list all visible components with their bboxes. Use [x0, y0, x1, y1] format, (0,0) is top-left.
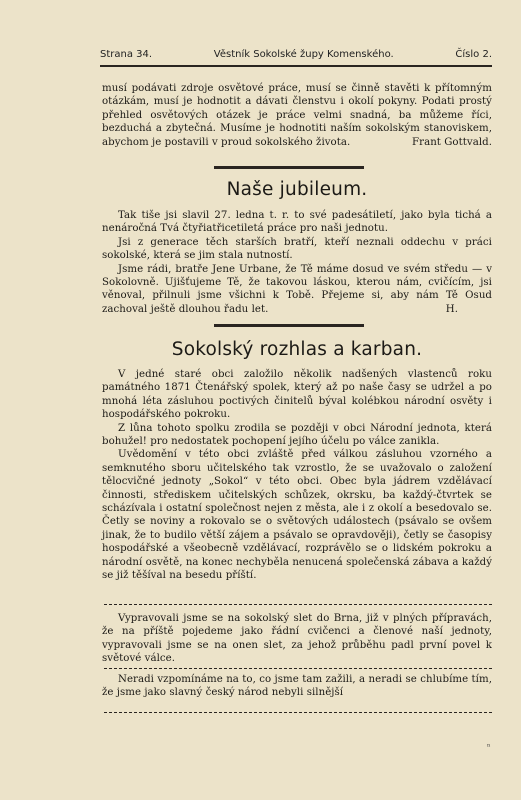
article-jubileum	[102, 209, 492, 316]
section-divider	[214, 166, 364, 169]
journal-title: Věstník Sokolské župy Komenského.	[213, 49, 394, 60]
running-header	[100, 49, 492, 60]
author-signature: H.	[445, 303, 458, 315]
paragraph: Neradi vzpomínáme na to, co jsme tam zažili, a neradi se chlubíme tím, že jsme jako slavný český národ nebyli silnější	[102, 674, 492, 699]
paragraph: Z lůna tohoto spolku zrodila se později v obci Národní jednota, která bohužel! pro nedostatek pochopení jejího účelu po válce zanikla.	[102, 422, 492, 448]
header-rule	[100, 65, 492, 67]
page-number: Strana 34.	[100, 49, 153, 60]
paragraph: Jsme rádi, bratře Jene Urbane, že Tě máme dosud ve svém středu — v Sokolovně. Ujišťujeme Tě, že takovou láskou, kterou nám, cvičícím, jsi věnoval, přilnuli jsme všichni k Tobě. Přejeme si, aby nám Tě Osud zachoval ještě dlouhou řadu let. H.	[102, 263, 492, 315]
dashed-divider	[104, 712, 492, 713]
dashed-divider	[104, 604, 492, 605]
printer-mark: ⁿ	[487, 742, 491, 751]
article-rozhlas	[102, 368, 492, 583]
dashed-divider	[104, 668, 492, 669]
article-rozhlas-part3	[102, 673, 492, 700]
author-signature: Frant Gottvald.	[412, 136, 492, 148]
paragraph: Vypravovali jsme se na sokolský slet do Brna, již v plných přípravách, že na příště pojedeme jako řádní cvičenci a členové naší jednoty, vypravovali jsme se na onen slet, za jehož průběhu padl první povel k světové válce.	[102, 613, 492, 665]
continuation-paragraph: musí podávati zdroje osvětové práce, musí se činně stavěti k přítomným otázkám, musí je hodnotit a dávati členstvu i okolí pokyny. Podati prostý přehled osvětových otázek je práce velmi snadná, ba můžeme říci, bezduchá a zbytečná. Musíme je hodnotiti naším sokolským stanoviskem, abychom je postavili v proud sokolského života. Frant Gottvald.	[102, 83, 492, 148]
article-continuation	[102, 82, 492, 149]
issue-number: Číslo 2.	[455, 49, 492, 60]
section-divider	[214, 324, 364, 327]
paragraph: V jedné staré obci založilo několik nadšených vlastenců roku památného 1871 Čtenářský spolek, který až po naše časy se udržel a po mnohá léta zásluhou poctivých činitelů býval kolébkou národní osvěty i hospodářského pokroku.	[102, 369, 492, 421]
article-rozhlas-part2	[102, 612, 492, 666]
paragraph: Tak tiše jsi slavil 27. ledna t. r. to své padesátiletí, jako byla tichá a nenáročná Tvá čtyřiatřicetiletá práce pro naši jednotu.	[102, 210, 492, 235]
article-title-rozhlas: Sokolský rozhlas a karban.	[171, 339, 423, 360]
paragraph: Jsi z generace těch starších bratří, kteří neznali oddechu v práci sokolské, která se jim stala nutností.	[102, 236, 492, 262]
paragraph: Uvědomění v této obci zvláště před válkou zásluhou vzorného a semknutého sboru učitelského tak vzrostlo, že se uvažovalo o založení tělocvičné jednoty „Sokol“ v této obci. Obec byla jádrem vzdělávací činnosti, střediskem učitelských schůzek, okrsku, ba každý-čtvrtek se scházívala i ostatní společnost nejen z města, ale i z okolí a besedovalo se. Četly se noviny a rokovalo se o světových událostech (psávalo se ovšem jinak, že to budilo větší zájem a psávalo se opravdověji), četly se časopisy hospodářské a všeobecně vzdělávací, rozprávělo se o lidském pokroku a národní osvětě, na konec nechyběla nenucená společenská zábava a každý se již těšíval na besedu příští.	[102, 449, 492, 582]
article-title-jubileum: Naše jubileum.	[226, 179, 368, 200]
